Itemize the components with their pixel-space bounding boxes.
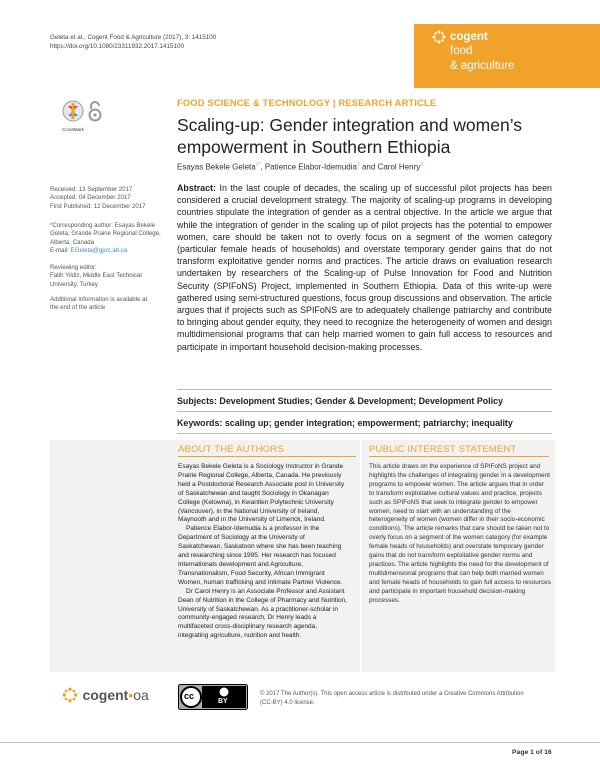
crossmark-label: CrossMark xyxy=(62,127,84,132)
public-interest-text: This article draws on the experience of SPIFoNS project and highlights the challenges of integrating gender in a development programs to empower women. The article argues that in order to transform exploitative cultural values and practice, projects such as SPIFoNS that seek to integrate gender to empower women, need to start with an understanding of the heterogeneity of women (women differ in their socio-economic conditions). The article remarks that care should be taken not to overly focus on a segment of the women category (for example female heads of households) and overstate temporary gender gains that do not transform exploitative gender norms and practices. The article highlights the need for the development of multidimensional programs that can help both married women and female heads of households to gain full access to resources and participate in important household decision-making processes. xyxy=(369,463,551,604)
about-authors-box xyxy=(50,440,360,672)
crossmark-icon xyxy=(62,100,84,122)
additional-info xyxy=(50,296,162,313)
cogent-oa-suffix: oa xyxy=(133,686,149,703)
reviewer-line: Fatih Yildiz, Middle East Technical xyxy=(50,272,142,280)
received-date: Received: 13 September 2017 xyxy=(50,186,133,193)
cc-label: cc xyxy=(184,691,195,701)
license-line: © 2017 The Author(s). This open access article is distributed under a Creative Commons Attribution xyxy=(260,691,524,697)
corr-line: Geleta, Grande Prairie Regional College, xyxy=(50,230,161,238)
about-authors-heading: ABOUT THE AUTHORS xyxy=(178,444,284,455)
author-bio-2: Patience Elabor-Idemudia is a professor in the Department of Sociology at the University of Saskatchewan, Saskatoon where she has been teaching and researching since 1995. Her research has focused Internationals development and Agriculture, Transnationalism, Food Security, African Immigrant Women, human trafficking and Intimate Partner Violence. xyxy=(178,525,343,586)
heading-rule xyxy=(178,456,356,457)
accepted-date: Accepted: 04 December 2017 xyxy=(50,194,131,202)
reviewer-line: University, Turkey xyxy=(50,280,98,288)
article-title-line-1: Scaling-up: Gender integration and women’s xyxy=(177,115,523,135)
author-2[interactable]: Patience Elabor-Idemudia xyxy=(264,162,357,172)
divider xyxy=(177,411,552,412)
by-label: BY xyxy=(218,698,228,705)
open-access-icon xyxy=(88,100,102,122)
author-bio-3: Dr Carol Henry is an Associate Professor and Assistant Dean of Nutrition in the College of Pharmacy and Nutrition, University of Saskatchewan. As a practitioner-scholar in community-engaged research, Dr Henry leads a multifaceted cross-disciplinary research agenda, integrating agriculture, nutrition and health. xyxy=(178,587,348,640)
cogent-oa-dash: • xyxy=(128,686,134,703)
reviewer-line: Reviewing editor: xyxy=(50,264,97,271)
cogent-oa-word: cogent xyxy=(82,686,129,703)
keywords: Keywords: scaling up; gender integration; empowerment; patriarchy; inequality xyxy=(177,418,513,428)
cogent-star-icon xyxy=(432,30,446,44)
email-link[interactable]: EGeleta@gprc.ab.ca xyxy=(70,246,128,254)
additional-info-line: the end of the article xyxy=(50,304,106,312)
public-interest-box xyxy=(362,440,555,672)
cogent-oa-logo[interactable] xyxy=(62,686,149,708)
license-line: (CC-BY) 4.0 license. xyxy=(260,699,315,706)
public-interest-heading: PUBLIC INTEREST STATEMENT xyxy=(369,444,517,455)
article-dates xyxy=(50,186,162,211)
additional-info-line: Additional information is available at xyxy=(50,296,148,303)
divider xyxy=(177,389,552,390)
author-sep: , xyxy=(260,162,265,172)
author-sep: and xyxy=(359,162,378,172)
citation-journal: Geleta et al., Cogent Food & Agriculture (2017), 3: 1415100 xyxy=(50,34,217,41)
abstract-text: In the last couple of decades, the scaling up of successful pilot projects has been considered a crucial development strategy. The majority of scaling-up programs in developing countries stipulate the integration of gender as a central objective. In the article we argue that while the integration of gender in the scaling up of pilot projects has the potential to empower women, care should be taken not to overly focus on a segment of the women category (particular female heads of households) and overstate temporary gender gains that do not transform exploitative gender norms and practices. The article draws on evaluation research undertaken by researchers of the Scaling-up of Pulse Innovation for Food and Nutrition Security (SPIFoNS) Project, implemented in Southern Ethiopia. Data of this write-up were gathered using semi-structured questions, focus group discussions and observation. The article argues that if projects such as SPIFoNS are to adequately challenge patriarchy and contribute to bringing about gender equity, they need to recognize the heterogeneity of women and design multidimensional programs that can help married women to gain full access to resources and participate in important household decision-making processes. xyxy=(177,183,552,352)
author-list xyxy=(177,162,423,172)
journal-brand-logo[interactable] xyxy=(414,24,600,88)
corresponding-author xyxy=(50,222,162,255)
section-label: FOOD SCIENCE & TECHNOLOGY | RESEARCH ARTICLE xyxy=(177,98,437,108)
subjects: Subjects: Development Studies; Gender & Development; Development Policy xyxy=(177,396,503,406)
author-bio-1: Esayas Bekele Geleta is a Sociology Instructor in Grande Prairie Regional College, Alberta, Canada. He previously held a Postdoctoral Research Associate post in University of Saskatchewan and taught Sociology in Okanagan College (Kelowna), in Kwantlen Polytechnic University (Vancouver), in the National University of Ireland, Maynooth and in the University of Limerick, Ireland. xyxy=(178,463,345,524)
page-number: Page 1 of 16 xyxy=(512,749,552,756)
citation-block xyxy=(50,33,216,51)
author-2-affil: 2 xyxy=(356,162,360,168)
brand-line-3: & agriculture xyxy=(450,60,515,72)
email-line xyxy=(50,247,162,255)
cc-by-badge[interactable] xyxy=(178,684,248,710)
corr-line: Alberta, Canada xyxy=(50,238,95,246)
citation-doi-link[interactable]: https://doi.org/10.1080/23311932.2017.1415100 xyxy=(50,43,184,50)
corr-line: *Corresponding author: Esayas Bekele xyxy=(50,222,156,229)
published-date: First Published: 12 December 2017 xyxy=(50,202,146,210)
author-1-affil: 1* xyxy=(255,162,261,168)
brand-line-2: food xyxy=(450,45,473,57)
reviewing-editor xyxy=(50,264,162,289)
author-3[interactable]: Carol Henry xyxy=(377,162,421,172)
about-authors-text xyxy=(178,463,348,641)
author-1[interactable]: Esayas Bekele Geleta xyxy=(177,162,256,172)
email-label: E-mail: xyxy=(50,246,71,254)
article-title-line-2: empowerment in Southern Ethiopia xyxy=(177,137,451,157)
brand-line-1: cogent xyxy=(450,31,488,43)
divider xyxy=(177,433,552,434)
cogent-oa-star-icon xyxy=(62,687,78,703)
author-3-affil: 3 xyxy=(420,162,424,168)
abstract xyxy=(177,182,552,353)
abstract-label: Abstract: xyxy=(177,183,216,193)
footer-divider xyxy=(0,742,600,743)
crossmark-badge[interactable] xyxy=(62,100,84,130)
heading-rule xyxy=(369,456,549,457)
license-text xyxy=(260,690,560,707)
